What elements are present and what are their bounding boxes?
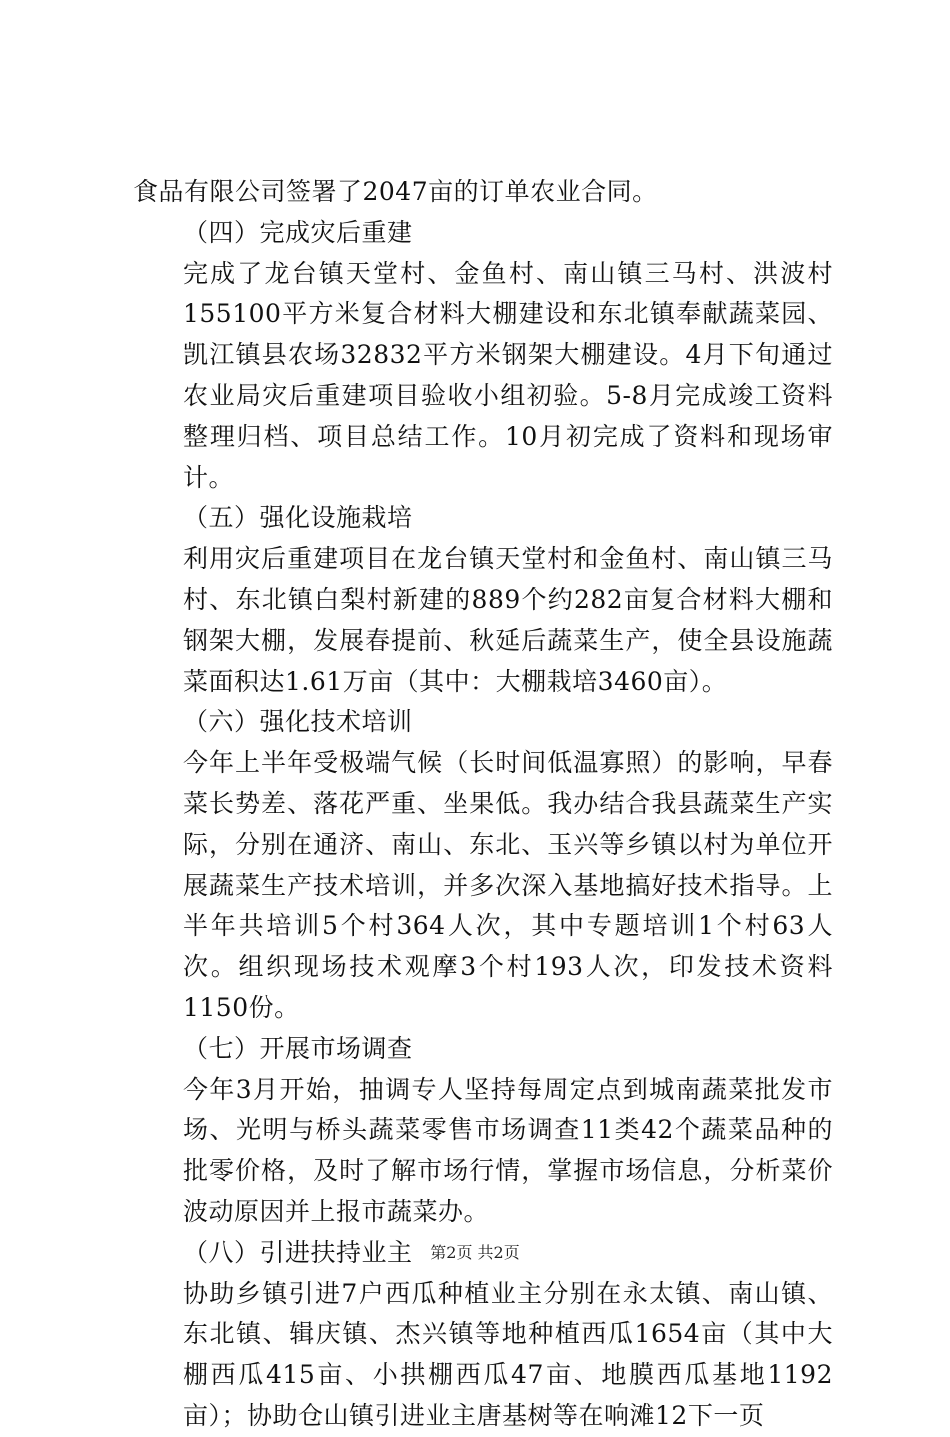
paragraph-facility-cultivation: 利用灾后重建项目在龙台镇天堂村和金鱼村、南山镇三马村、东北镇白梨村新建的889个约282亩复合材料大棚和钢架大棚，发展春提前、秋延后蔬菜生产，使全县设施蔬菜面积达1.61万亩（其中：大棚栽培3460亩）。	[183, 544, 833, 696]
paragraph-growers-support: 协助乡镇引进7户西瓜种植业主分别在永太镇、南山镇、东北镇、辑庆镇、杰兴镇等地种植西瓜1654亩（其中大棚西瓜415亩、小拱棚西瓜47亩、地膜西瓜基地1192亩）；协助仓山镇引进业主唐基树等在响滩12下一页	[183, 1278, 833, 1430]
paragraph-market-survey: 今年3月开始，抽调专人坚持每周定点到城南蔬菜批发市场、光明与桥头蔬菜零售市场调查11类42个蔬菜品种的批零价格，及时了解市场行情，掌握市场信息，分析菜价波动原因并上报市蔬菜办。	[183, 1074, 833, 1226]
page-footer	[0, 1243, 950, 1263]
paragraph-technical-training: 今年上半年受极端气候（长时间低温寡照）的影响，早春菜长势差、落花严重、坐果低。我办结合我县蔬菜生产实际，分别在通济、南山、东北、玉兴等乡镇以村为单位开展蔬菜生产技术培训，并多次深入基地搞好技术指导。上半年共培训5个村364人次，其中专题培训1个村63人次。组织现场技术观摩3个村193人次，印发技术资料1150份。	[183, 748, 833, 1022]
page-number: 第2页 共2页	[430, 1243, 520, 1262]
paragraph-continuation: 食品有限公司签署了2047亩的订单农业合同。	[133, 177, 658, 206]
section-heading-7: （七）开展市场调查	[183, 1033, 413, 1063]
section-heading-8: （八）引进扶持业主	[183, 1237, 413, 1267]
section-heading-4: （四）完成灾后重建	[183, 217, 413, 247]
paragraph-reconstruction: 完成了龙台镇天堂村、金鱼村、南山镇三马村、洪波村155100平方米复合材料大棚建设和东北镇奉献蔬菜园、凯江镇县农场32832平方米钢架大棚建设。4月下旬通过农业局灾后重建项目验收小组初验。5-8月完成竣工资料整理归档、项目总结工作。10月初完成了资料和现场审计。	[183, 258, 833, 492]
section-heading-6: （六）强化技术培训	[183, 707, 413, 737]
section-heading-5: （五）强化设施栽培	[183, 503, 413, 533]
